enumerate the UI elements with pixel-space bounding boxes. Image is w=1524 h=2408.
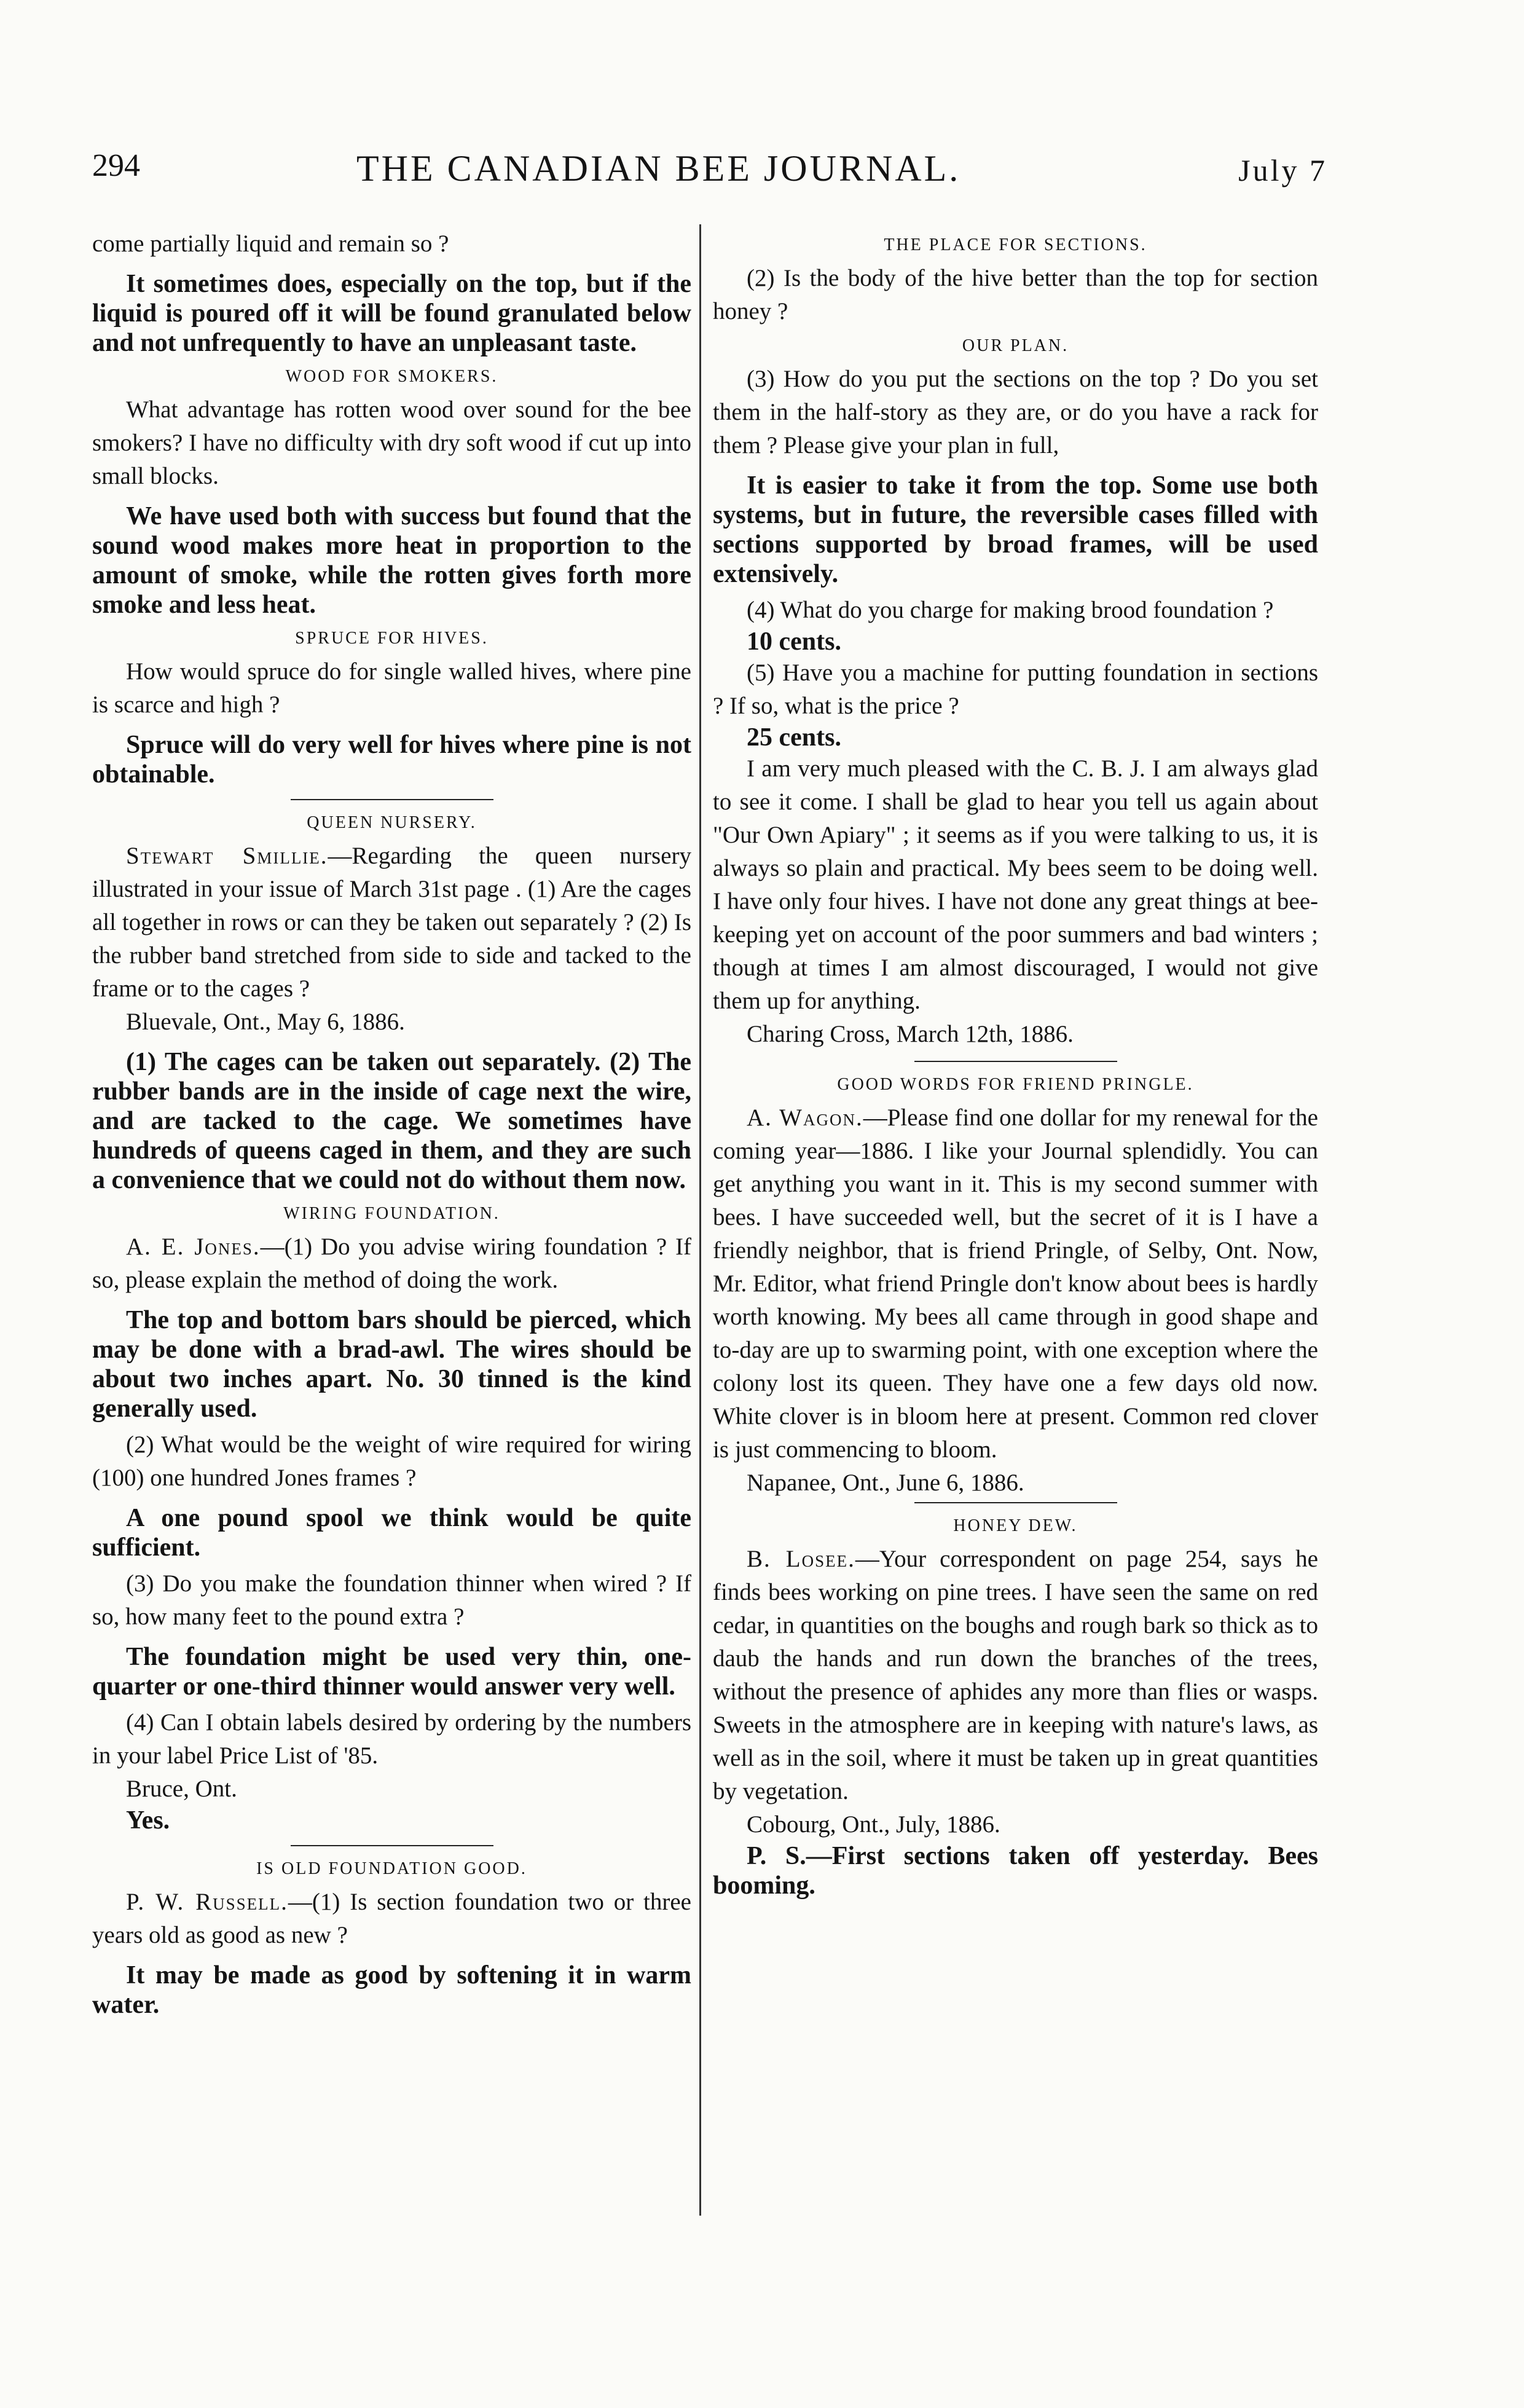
letter-body: —Your correspondent on page 254, says he finds bees working on pine trees. I have seen the same on red cedar, in quantities on the boughs and rough bark so thick as to daub the hands and run down the branches of the trees, without the presence of aphides any more than flies or wasps. Sweets in the atmosphere are in keeping with nature's laws, as well as in the soil, where it must be taken up in great quantities by vegetation. xyxy=(713,1546,1318,1804)
question-text: (5) Have you a machine for putting foundation in sections ? If so, what is the price ? xyxy=(713,659,1318,719)
question-text: (4) Can I obtain labels desired by ordering by the numbers in your label Price List of '85. xyxy=(92,1709,691,1769)
answer-text: (1) The cages can be taken out separately. (2) The rubber bands are in the inside of cage next the wire, and are tacked to the cage. We sometimes have hundreds of queens caged in them, and they are such a convenience that we could not do without them now. xyxy=(92,1048,691,1194)
section-divider xyxy=(914,1061,1117,1062)
question-text: (3) How do you put the sections on the top ? Do you set them in the half-story as they are, or do you have a rack for them ? Please give your plan in full, xyxy=(713,366,1318,458)
section-heading-wood: WOOD FOR SMOKERS. xyxy=(285,367,498,386)
section-heading-spruce: SPRUCE FOR HIVES. xyxy=(295,629,489,648)
correspondent-name: B. Losee. xyxy=(747,1546,855,1572)
question-text xyxy=(92,1230,691,1297)
section-heading-honey-dew: HONEY DEW. xyxy=(953,1516,1078,1535)
section-heading-place: THE PLACE FOR SECTIONS. xyxy=(884,235,1147,254)
section-heading-queen: QUEEN NURSERY. xyxy=(307,813,477,832)
right-column xyxy=(713,227,1318,2231)
section-heading-good-words: GOOD WORDS FOR FRIEND PRINGLE. xyxy=(837,1075,1194,1094)
answer-text: Spruce will do very well for hives where pine is not obtainable. xyxy=(92,731,691,789)
correspondent-name: Stewart Smillie. xyxy=(126,843,328,869)
correspondent-name: A. Wagon. xyxy=(747,1104,863,1131)
dateline: Cobourg, Ont., July, 1886. xyxy=(747,1811,1000,1838)
dateline: Bruce, Ont. xyxy=(126,1776,237,1802)
page-header xyxy=(92,148,1327,197)
question-text: come partially liquid and remain so ? xyxy=(92,230,449,257)
answer-text: The foundation might be used very thin, one-quarter or one-third thinner would answer very well. xyxy=(92,1643,691,1701)
question-body: —(1) Do you advise wiring foundation ? If so, please explain the method of doing the work. xyxy=(92,1234,691,1293)
dateline: Napanee, Ont., June 6, 1886. xyxy=(747,1470,1024,1496)
answer-text: A one pound spool we think would be quite sufficient. xyxy=(92,1504,691,1562)
letter-text: I am very much pleased with the C. B. J. I am always glad to see it come. I shall be glad to hear you tell us again about "Our Own Apiary" ; it seems as if you were talking to us, it is always so plain and practical. My bees seem to be doing well. I have only four hives. I have not done any great things at bee-keeping yet on account of the poor summers and bad winters ; though at times I am almost discouraged, I would not give them up for anything. xyxy=(713,755,1318,1014)
question-body: —Regarding the queen nursery illustrated in your issue of March 31st page . (1) Are the cages all together in rows or can they be taken out separately ? (2) Is the rubber band stretched from side to side and tacked to the frame or to the cages ? xyxy=(92,843,691,1002)
answer-text: 25 cents. xyxy=(747,723,841,752)
column-divider xyxy=(699,224,701,2216)
answer-text: 10 cents. xyxy=(747,628,841,656)
answer-text: It sometimes does, especially on the top, but if the liquid is poured off it will be found granulated below and not unfrequently to have an unpleasant taste. xyxy=(92,270,691,357)
answer-text: It may be made as good by softening it in warm water. xyxy=(92,1961,691,2019)
question-text: (2) What would be the weight of wire required for wiring (100) one hundred Jones frames ? xyxy=(92,1431,691,1491)
section-heading-old-foundation: IS OLD FOUNDATION GOOD. xyxy=(256,1859,527,1878)
issue-date: July 7 xyxy=(1238,153,1327,187)
letter-body: —Please find one dollar for my renewal for the coming year—1886. I like your Journal splendidly. You can get anything you want in it. This is my second summer with bees. I have succeeded well, but the secret of it is I have a friendly neighbor, that is friend Pringle, of Selby, Ont. Now, Mr. Editor, what friend Pringle don't know about bees is hardly worth knowing. My bees all came through in good shape and to-day are up to swarming point, with one exception where the colony lost its queen. They have one a few days old now. White clover is in bloom here at present. Common red clover is just commencing to bloom. xyxy=(713,1104,1318,1463)
letter-text xyxy=(713,1101,1318,1466)
question-text: (4) What do you charge for making brood foundation ? xyxy=(747,597,1274,623)
section-divider xyxy=(291,799,493,800)
question-body: —(1) Is section foundation two or three years old as good as new ? xyxy=(92,1889,691,1948)
question-text: (3) Do you make the foundation thinner when wired ? If so, how many feet to the pound extra ? xyxy=(92,1570,691,1630)
question-text: How would spruce do for single walled hives, where pine is scarce and high ? xyxy=(92,658,691,718)
section-divider xyxy=(914,1502,1117,1503)
section-divider xyxy=(291,1845,493,1846)
question-text: (2) Is the body of the hive better than the top for section honey ? xyxy=(713,265,1318,325)
journal-title: THE CANADIAN BEE JOURNAL. xyxy=(356,148,961,189)
correspondent-name: A. E. Jones. xyxy=(126,1234,261,1260)
question-text: What advantage has rotten wood over sound for the bee smokers? I have no difficulty with dry soft wood if cut up into small blocks. xyxy=(92,396,691,489)
left-column xyxy=(92,227,691,2231)
answer-text: The top and bottom bars should be pierced, which may be done with a brad-awl. The wires should be about two inches apart. No. 30 tinned is the kind generally used. xyxy=(92,1306,691,1423)
postscript: P. S.—First sections taken off yesterday. Bees booming. xyxy=(713,1842,1318,1900)
section-heading-wiring: WIRING FOUNDATION. xyxy=(283,1204,500,1223)
dateline: Charing Cross, March 12th, 1886. xyxy=(747,1021,1074,1047)
dateline: Bluevale, Ont., May 6, 1886. xyxy=(126,1009,405,1035)
question-text xyxy=(92,1886,691,1952)
section-heading-plan: OUR PLAN. xyxy=(962,336,1069,355)
correspondent-name: P. W. Russell. xyxy=(126,1889,288,1915)
answer-text: Yes. xyxy=(126,1806,170,1835)
letter-text xyxy=(713,1543,1318,1808)
question-text xyxy=(92,840,691,1005)
page-number: 294 xyxy=(92,148,140,183)
answer-text: We have used both with success but found that the sound wood makes more heat in proportion to the amount of smoke, while the rotten gives forth more smoke and less heat. xyxy=(92,502,691,619)
answer-text: It is easier to take it from the top. Some use both systems, but in future, the reversible cases filled with sections supported by broad frames, will be used extensively. xyxy=(713,471,1318,588)
